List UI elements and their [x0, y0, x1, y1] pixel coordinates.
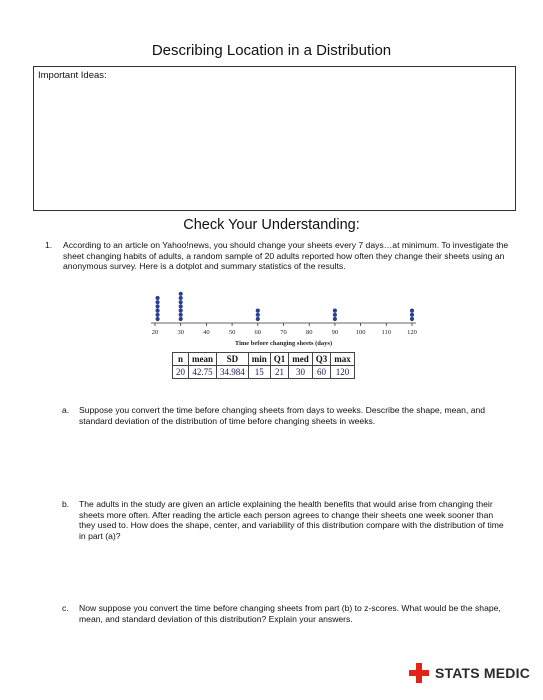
- dotplot-dot: [333, 317, 337, 321]
- dotplot-tick-label: 40: [203, 329, 210, 336]
- question-text: According to an article on Yahoo!news, you should change your sheets every 7 days…at minimum. To investigate the sheet changing habits of adults, a random sample of 20 adults reported how often they change their sheets using an anonymous survey. Here is a dotplot and summary statistics of the results.: [63, 240, 509, 272]
- dotplot-dot: [410, 317, 414, 321]
- part-a: [62, 405, 510, 426]
- dotplot-dot: [179, 313, 183, 317]
- part-b: [62, 499, 510, 541]
- stats-header-min: min: [248, 353, 270, 366]
- part-c-letter: c.: [62, 603, 69, 613]
- stats-value-mean: 42.75: [189, 366, 217, 379]
- part-a-letter: a.: [62, 405, 70, 415]
- dotplot: [140, 288, 440, 350]
- dotplot-dot: [333, 309, 337, 313]
- stats-value-max: 120: [331, 366, 355, 379]
- question-number: 1.: [45, 240, 53, 250]
- dotplot-tick-label: 50: [228, 329, 236, 336]
- dotplot-dot: [256, 309, 260, 313]
- dotplot-dot: [179, 296, 183, 300]
- stats-value-q3: 60: [312, 366, 331, 379]
- dotplot-dot: [155, 296, 159, 300]
- dotplot-tick-label: 100: [355, 329, 366, 336]
- dotplot-dot: [155, 304, 159, 308]
- dotplot-dot: [155, 317, 159, 321]
- dotplot-dot: [410, 309, 414, 313]
- stats-value-q1: 21: [270, 366, 289, 379]
- dotplot-tick-label: 90: [331, 329, 339, 336]
- dotplot-dot: [155, 313, 159, 317]
- stats-header-sd: SD: [217, 353, 249, 366]
- part-c: [62, 603, 510, 624]
- important-ideas-label: Important Ideas:: [38, 70, 107, 81]
- dotplot-tick-label: 120: [407, 329, 417, 336]
- dotplot-tick-label: 30: [177, 329, 184, 336]
- stats-value-row: [173, 366, 355, 379]
- dotplot-dot: [179, 317, 183, 321]
- logo-text: STATS MEDIC: [435, 665, 531, 681]
- dotplot-tick-label: 70: [280, 329, 287, 336]
- summary-statistics-table: [172, 352, 355, 379]
- part-a-text: Suppose you convert the time before changing sheets from days to weeks. Describe the shape, mean, and standard deviation of the distribution of time before changing sheets in weeks.: [79, 405, 486, 426]
- section-title: Check Your Understanding:: [183, 217, 360, 233]
- dotplot-dot: [179, 300, 183, 304]
- page-title: Describing Location in a Distribution: [151, 42, 392, 59]
- dotplot-dot: [333, 313, 337, 317]
- stats-value-med: 30: [289, 366, 313, 379]
- red-cross-icon: [409, 663, 429, 683]
- dotplot-dot: [179, 292, 183, 296]
- dotplot-axis-label: Time before changing sheets (days): [234, 340, 333, 347]
- dotplot-tick-label: 110: [381, 329, 392, 336]
- stats-value-min: 15: [248, 366, 270, 379]
- stats-header-mean: mean: [189, 353, 217, 366]
- dotplot-dot: [179, 304, 183, 308]
- dotplot-dot: [256, 317, 260, 321]
- dotplot-tick-label: 80: [305, 329, 313, 336]
- dotplot-dot: [179, 309, 183, 313]
- dotplot-dot: [155, 300, 159, 304]
- part-b-text: The adults in the study are given an article explaining the health benefits that would arise from changing their sheets more often. After reading the article each person agrees to change their sheets one week sooner than they used to. How does the shape, center, and variability of this distribution compare with the distribution of time in part (a)?: [79, 499, 504, 541]
- dotplot-tick-label: 60: [254, 329, 262, 336]
- stats-header-row: [173, 353, 355, 366]
- dotplot-dot: [256, 313, 260, 317]
- stats-header-med: med: [289, 353, 313, 366]
- stats-header-q3: Q3: [312, 353, 331, 366]
- stats-header-q1: Q1: [270, 353, 289, 366]
- question-1: [45, 240, 515, 272]
- stats-medic-logo: [409, 663, 530, 683]
- stats-value-sd: 34.984: [217, 366, 249, 379]
- part-c-text: Now suppose you convert the time before changing sheets from part (b) to z-scores. What would be the shape, mean, and standard deviation of this distribution? Explain your answers.: [79, 603, 501, 624]
- part-b-letter: b.: [62, 499, 70, 509]
- dotplot-dot: [410, 313, 414, 317]
- important-ideas-box: [33, 66, 516, 211]
- dotplot-dot: [155, 309, 159, 313]
- dotplot-tick-label: 20: [151, 329, 159, 336]
- stats-header-max: max: [331, 353, 355, 366]
- stats-header-n: n: [173, 353, 189, 366]
- stats-value-n: 20: [173, 366, 189, 379]
